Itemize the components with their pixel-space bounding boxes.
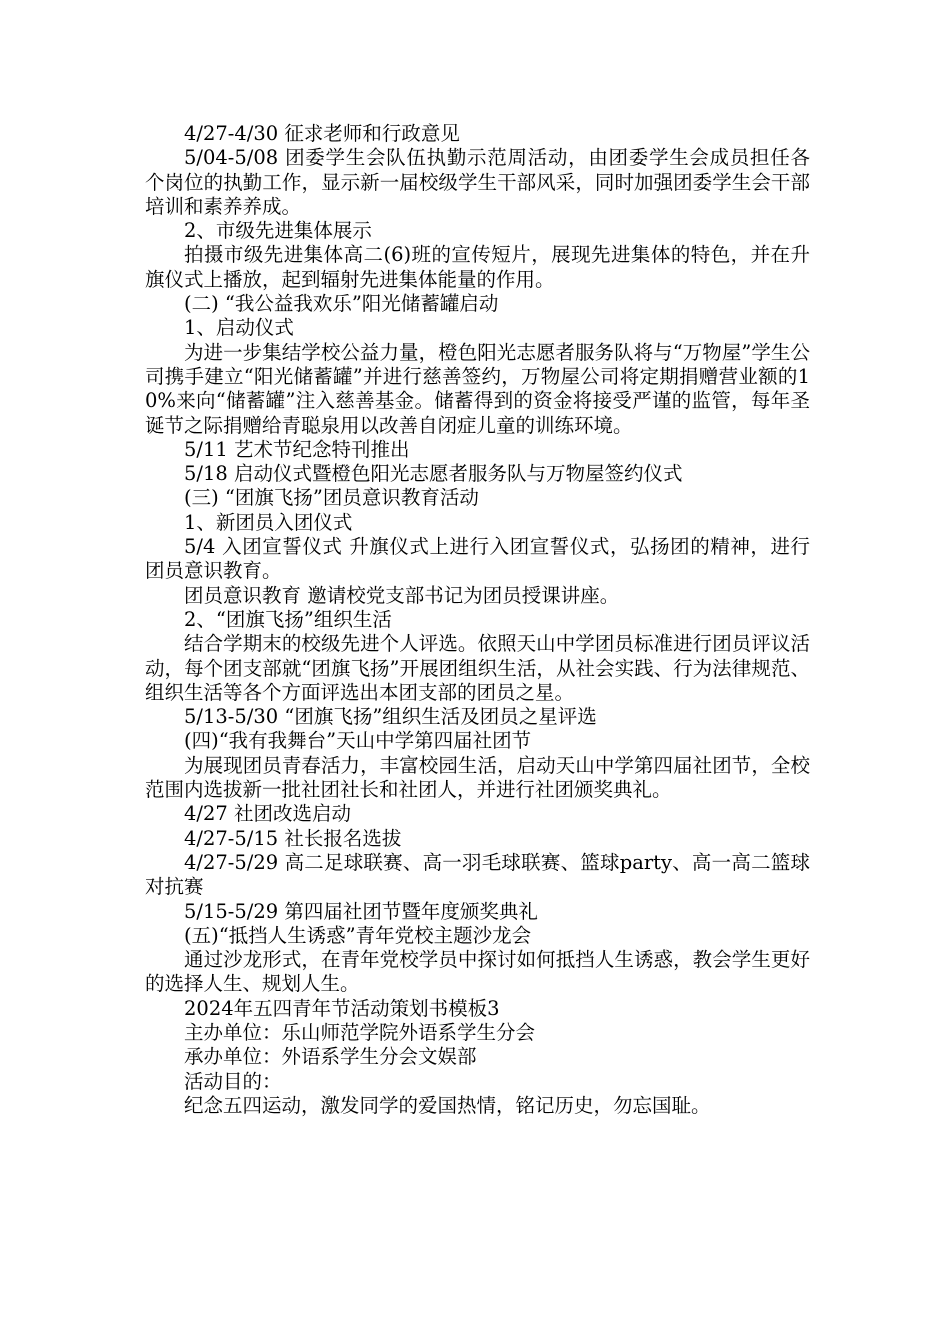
paragraph-oath-ceremony: 5/4 入团宣誓仪式 升旗仪式上进行入团宣誓仪式，弘扬团的精神，进行团员意识教育。 [145,535,810,583]
paragraph-host: 主办单位：乐山师范学院外语系学生分会 [184,1020,536,1044]
paragraph-schedule-leader-selection: 4/27-5/15 社长报名选拔 [184,826,402,850]
paragraph-schedule-award: 5/15-5/29 第四届社团节暨年度颁奖典礼 [184,899,538,923]
section-heading-3: (三) “团旗飞扬”团员意识教育活动 [184,486,479,510]
paragraph-organizer: 承办单位：外语系学生分会文娱部 [184,1045,477,1069]
section-heading-4: (四)“我有我舞台”天山中学第四届社团节 [184,729,532,753]
paragraph-schedule-sports: 4/27-5/29 高二足球联赛、高一羽毛球联赛、篮球party、高一高二篮球对抗赛 [145,850,810,899]
paragraph-club-festival: 为展现团员青春活力，丰富校园生活，启动天山中学第四届社团节，全校范围内选拔新一批社团社长和社团人，并进行社团颁奖典礼。 [145,753,810,802]
heading-launch-ceremony: 1、启动仪式 [184,316,294,340]
section-heading-2: (二) “我公益我欢乐”阳光储蓄罐启动 [184,292,499,316]
paragraph-purpose: 纪念五四运动，激发同学的爱国热情，铭记历史，勿忘国耻。 [184,1093,711,1117]
heading-organization-life: 2、“团旗飞扬”组织生活 [184,607,392,631]
paragraph-savings-jar: 为进一步集结学校公益力量，橙色阳光志愿者服务队将与“万物屋”学生公司携手建立“阳光储蓄罐”并进行慈善签约，万物屋公司将定期捐赠营业额的10%来向“储蓄罐”注入慈善基金。储蓄得到的资金将接受严谨的监管，每年圣诞节之际捐赠给青聪泉用以改善自闭症儿童的训练环境。 [145,340,810,437]
paragraph-promo-film: 拍摄市级先进集体高二(6)班的宣传短片，展现先进集体的特色，并在升旗仪式上播放，起到辐射先进集体能量的作用。 [145,243,810,291]
paragraph-schedule-0513: 5/13-5/30 “团旗飞扬”组织生活及团员之星评选 [184,705,597,729]
paragraph-member-education: 团员意识教育 邀请校党支部书记为团员授课讲座。 [184,583,620,607]
heading-new-member-ceremony: 1、新团员入团仪式 [184,510,353,534]
paragraph-schedule-0511: 5/11 艺术节纪念特刊推出 [184,437,410,461]
document-body [145,122,810,1118]
paragraph-schedule-0427: 4/27-4/30 征求老师和行政意见 [184,122,460,145]
paragraph-schedule-club-election: 4/27 社团改选启动 [184,802,351,826]
template-title: 2024年五四青年节活动策划书模板3 [184,996,500,1020]
section-heading-5: (五)“抵挡人生诱惑”青年党校主题沙龙会 [184,923,532,947]
heading-city-collective: 2、市级先进集体展示 [184,219,372,243]
paragraph-salon: 通过沙龙形式，在青年党校学员中探讨如何抵挡人生诱惑，教会学生更好的选择人生、规划人生。 [145,948,810,996]
paragraph-duty-week: 5/04-5/08 团委学生会队伍执勤示范周活动，由团委学生会成员担任各个岗位的执勤工作，显示新一届校级学生干部风采，同时加强团委学生会干部培训和素养养成。 [145,146,810,218]
heading-purpose: 活动目的： [184,1069,282,1093]
paragraph-schedule-0518: 5/18 启动仪式暨橙色阳光志愿者服务队与万物屋签约仪式 [184,462,683,486]
paragraph-member-evaluation: 结合学期末的校级先进个人评选。依照天山中学团员标准进行团员评议活动，每个团支部就“团旗飞扬”开展团组织生活，从社会实践、行为法律规范、组织生活等各个方面评选出本团支部的团员之星。 [145,632,810,704]
